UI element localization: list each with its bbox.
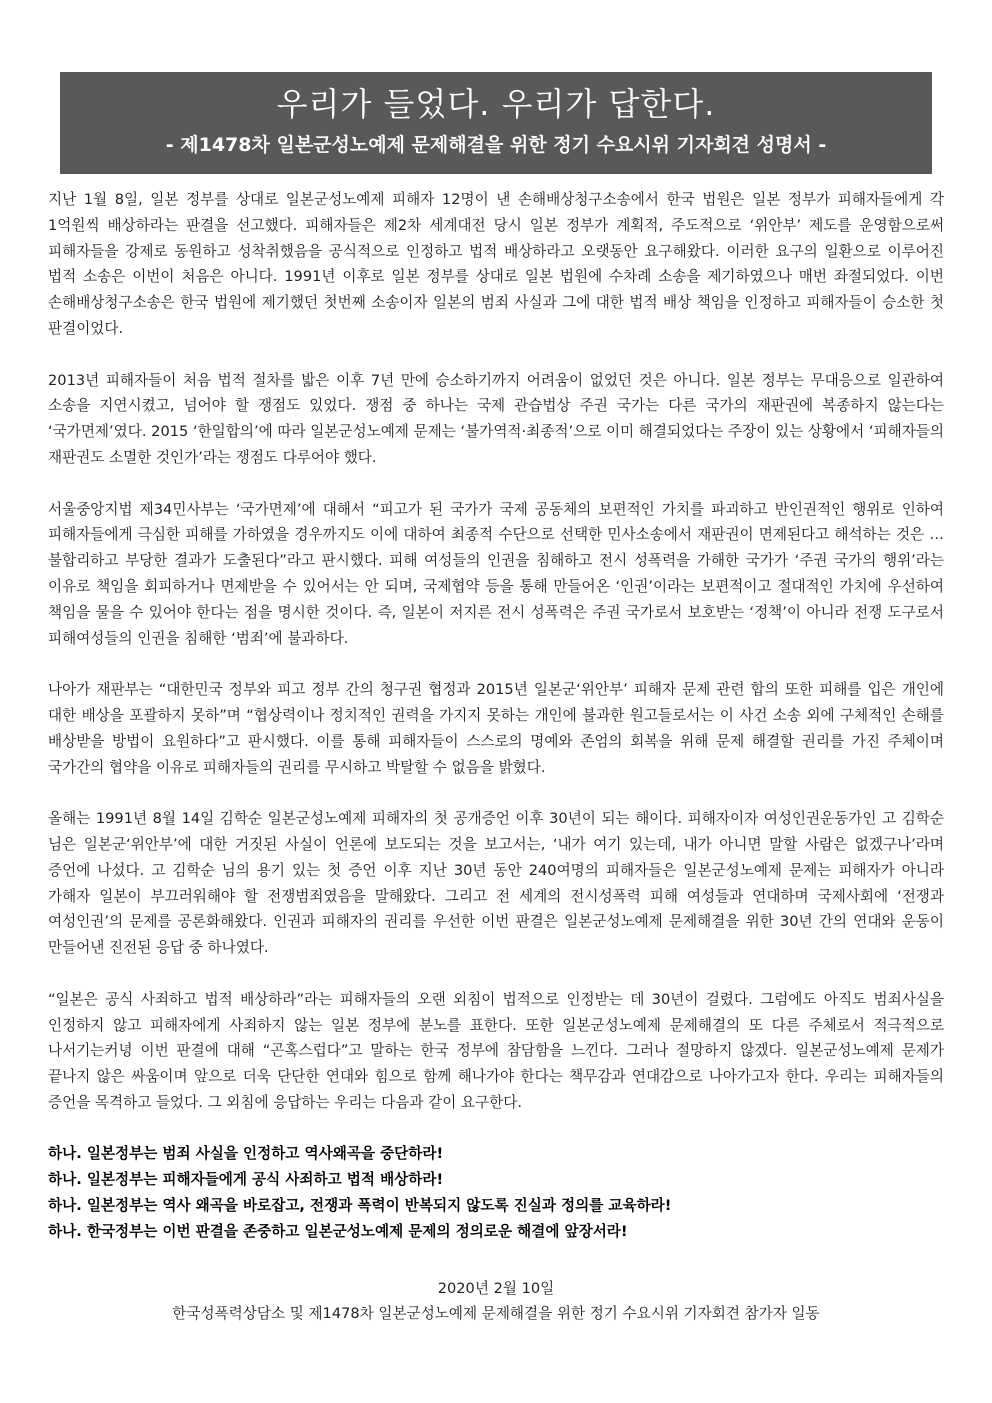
statement-subtitle: - 제1478차 일본군성노예제 문제해결을 위한 정기 수요시위 기자회견 성명서 - [165, 134, 827, 156]
statement-body [48, 187, 944, 1245]
statement-date: 2020년 2월 10일 [437, 1280, 555, 1297]
demands-list [48, 1141, 944, 1245]
body-paragraph: 올해는 1991년 8월 14일 김학순 일본군성노예제 피해자의 첫 공개증언 이후 30년이 되는 해이다. 피해자이자 여성인권운동가인 고 김학순 님은 일본군‘위안부’에 대한 거짓된 사실이 언론에 보도되는 것을 보고서는, ‘내가 여기 있는데, 내가 아니면 말할 사람은 없겠구나’라며 증언에 나섰다. 고 김학순 님의 용기 있는 첫 증언 이후 지난 30년 동안 240여명의 피해자들은 일본군성노예제 문제는 피해자가 아니라 가해자 일본이 부끄러워해야 할 전쟁범죄였음을 말해왔다. 그리고 전 세계의 전시성폭력 피해 여성들과 연대하며 국제사회에 ‘전쟁과 여성인권’의 문제를 공론화해왔다. 인권과 피해자의 권리를 우선한 이번 판결은 일본군성노예제 문제해결을 위한 30년 간의 연대와 운동이 만들어낸 진전된 응답 중 하나였다. [48, 810, 944, 957]
body-paragraph: 나아가 재판부는 “대한민국 정부와 피고 정부 간의 청구권 협정과 2015년 일본군‘위안부’ 피해자 문제 관련 합의 또한 피해를 입은 개인에 대한 배상을 포괄하지 못하”며 “협상력이나 정치적인 권력을 가지지 못하는 개인에 불과한 원고들로서는 이 사건 소송 외에 구체적인 손해를 배상받을 방법이 요원하다”고 판시했다. 이를 통해 피해자들이 스스로의 명예와 존엄의 회복을 위해 문제 해결할 권리를 가진 주체이며 국가간의 협약을 이유로 피해자들의 권리를 무시하고 박탈할 수 없음을 밝혔다. [48, 681, 944, 776]
signatories: 한국성폭력상담소 및 제1478차 일본군성노예제 문제해결을 위한 정기 수요시위 기자회견 참가자 일동 [172, 1305, 820, 1322]
body-paragraph: 2013년 피해자들이 처음 법적 절차를 밟은 이후 7년 만에 승소하기까지 어려움이 없었던 것은 아니다. 일본 정부는 무대응으로 일관하여 소송을 지연시켰고, 넘어야 할 쟁점도 있었다. 쟁점 중 하나는 국제 관습법상 주권 국가는 다른 국가의 재판권에 복종하지 않는다는 ‘국가면제’였다. 2015 ‘한일합의’에 따라 일본군성노예제 문제는 ‘불가역적·최종적’으로 이미 해결되었다는 주장이 있는 상황에서 ‘피해자들의 재판권도 소멸한 것인가’라는 쟁점도 다루어야 했다. [48, 371, 944, 466]
body-paragraph: “일본은 공식 사죄하고 법적 배상하라”라는 피해자들의 오랜 외침이 법적으로 인정받는 데 30년이 걸렸다. 그럼에도 아직도 범죄사실을 인정하지 않고 피해자에게 사죄하지 않는 일본 정부에 분노를 표한다. 또한 일본군성노예제 문제해결의 또 다른 주체로서 적극적으로 나서기는커녕 이번 판결에 대해 “곤혹스럽다”고 말하는 한국 정부에 참담함을 느낀다. 그러나 절망하지 않겠다. 일본군성노예제 문제가 끝나지 않은 싸움이며 앞으로 더욱 단단한 연대와 힘으로 함께 해나가야 한다는 책무감과 연대감으로 나아가고자 한다. 우리는 피해자들의 증언을 목격하고 들었다. 그 외침에 응답하는 우리는 다음과 같이 요구한다. [48, 990, 944, 1111]
demand-item: 하나. 일본정부는 피해자들에게 공식 사죄하고 법적 배상하라! [48, 1171, 444, 1189]
demand-item: 하나. 한국정부는 이번 판결을 존중하고 일본군성노예제 문제의 정의로운 해결에 앞장서라! [48, 1223, 628, 1241]
body-paragraph: 지난 1월 8일, 일본 정부를 상대로 일본군성노예제 피해자 12명이 낸 손해배상청구소송에서 한국 법원은 일본 정부가 피해자들에게 각 1억원씩 배상하라는 판결을 선고했다. 피해자들은 제2차 세계대전 당시 일본 정부가 계획적, 주도적으로 ‘위안부’ 제도를 운영함으로써 피해자들을 강제로 동원하고 성착취했음을 공식적으로 인정하고 법적 배상하라고 오랫동안 요구해왔다. 이러한 요구의 일환으로 이루어진 법적 소송은 이번이 처음은 아니다. 1991년 이후로 일본 정부를 상대로 일본 법원에 수차례 소송을 제기하였으나 매번 좌절되었다. 이번 손해배상청구소송은 한국 법원에 제기했던 첫번째 소송이자 일본의 범죄 사실과 그에 대한 법적 배상 책임을 인정하고 피해자들이 승소한 첫 판결이었다. [48, 191, 944, 337]
title-banner [60, 72, 932, 174]
body-paragraph: 서울중앙지법 제34민사부는 ‘국가면제’에 대해서 “피고가 된 국가가 국제 공동체의 보편적인 가치를 파괴하고 반인권적인 행위로 인하여 피해자들에게 극심한 피해를 가하였을 경우까지도 이에 대하여 최종적 수단으로 선택한 민사소송에서 재판권이 면제된다고 해석하는 것은 … 불합리하고 부당한 결과가 도출된다”라고 판시했다. 피해 여성들의 인권을 침해하고 전시 성폭력을 가해한 국가가 ‘주권 국가의 행위’라는 이유로 책임을 회피하거나 면제받을 수 있어서는 안 되며, 국제협약 등을 통해 만들어온 ‘인권’이라는 보편적이고 절대적인 가치에 우선하여 책임을 물을 수 있어야 한다는 점을 명시한 것이다. 즉, 일본이 저지른 전시 성폭력은 주권 국가로서 보호받는 ‘정책’이 아니라 전쟁 도구로서 피해여성들의 인권을 침해한 ‘범죄’에 불과하다. [48, 500, 944, 647]
statement-footer [48, 1276, 944, 1326]
statement-title: 우리가 들었다. 우리가 답한다. [276, 85, 716, 123]
demand-item: 하나. 일본정부는 역사 왜곡을 바로잡고, 전쟁과 폭력이 반복되지 않도록 진실과 정의를 교육하라! [48, 1197, 672, 1215]
demand-item: 하나. 일본정부는 범죄 사실을 인정하고 역사왜곡을 중단하라! [48, 1145, 444, 1163]
